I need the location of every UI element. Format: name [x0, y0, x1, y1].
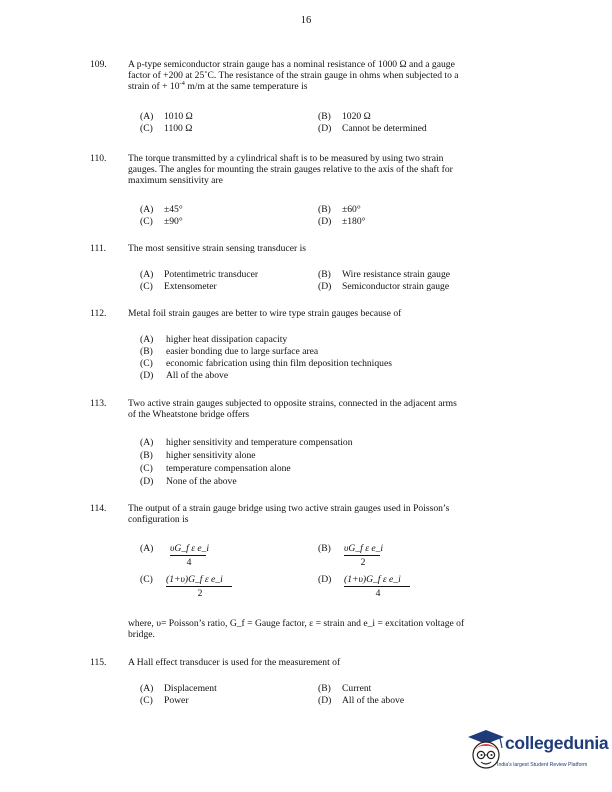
question-115: [90, 657, 520, 668]
page-number: 16: [300, 15, 312, 26]
question-112: [90, 308, 520, 319]
question-text: [128, 503, 520, 525]
option-d[interactable]: (D) All of the above: [318, 695, 405, 706]
option-a[interactable]: (A) Potentimetric transducer: [140, 269, 259, 280]
question-text: [128, 153, 520, 187]
question-text: [128, 398, 520, 420]
option-b[interactable]: (B) higher sensitivity alone: [140, 450, 256, 461]
question-line: maximum sensitivity are: [128, 175, 223, 187]
question-number: 111.: [90, 243, 107, 254]
question-109: [90, 59, 520, 93]
question-line: The torque transmitted by a cylindrical shaft is to be measured by using two strain: [128, 153, 444, 164]
question-110: [90, 153, 520, 187]
option-d[interactable]: (D) Semiconductor strain gauge: [318, 281, 450, 292]
option-c[interactable]: (C) 1100 Ω: [140, 123, 193, 134]
question-line: Two active strain gauges subjected to opposite strains, connected in the adjacent arms: [128, 398, 457, 409]
legend-line: bridge.: [128, 629, 155, 641]
question-text: [128, 59, 520, 93]
question-line: A Hall effect transducer is used for the measurement of: [128, 657, 341, 668]
brand-name: collegedunia: [505, 733, 609, 753]
question-113: [90, 398, 520, 420]
question-line: Metal foil strain gauges are better to wire type strain gauges because of: [128, 308, 402, 319]
question-number: 112.: [90, 308, 107, 319]
option-b[interactable]: (B) Wire resistance strain gauge: [318, 269, 451, 280]
question-number: 110.: [90, 153, 107, 164]
option-c[interactable]: (C) ±90°: [140, 216, 183, 227]
question-line: A p-type semiconductor strain gauge has a nominal resistance of 1000 Ω and a gauge: [128, 59, 455, 70]
question-number: 114.: [90, 503, 107, 514]
question-114: [90, 503, 520, 525]
question-line: factor of +200 at 25˚C. The resistance of the strain gauge in ohms when subjected to a: [128, 70, 459, 82]
question-line: gauges. The angles for mounting the strain gauges relative to the axis of the shaft for: [128, 164, 453, 176]
option-a[interactable]: (A) higher heat dissipation capacity: [140, 334, 288, 345]
option-c[interactable]: (C) Power: [140, 695, 189, 706]
option-d[interactable]: (D) Cannot be determined: [318, 123, 427, 134]
option-b[interactable]: (B) ±60°: [318, 204, 361, 215]
option-a[interactable]: (A) Displacement: [140, 683, 217, 694]
question-line: The most sensitive strain sensing transducer is: [128, 243, 306, 254]
question-number: 109.: [90, 59, 107, 70]
option-c[interactable]: (C) economic fabrication using thin film deposition techniques: [140, 358, 392, 369]
question-text: [128, 243, 520, 254]
question-line: strain of + $10^{-4}$ m/m at the same temperature is: [128, 80, 308, 93]
formula-legend: [128, 618, 520, 640]
question-line: configuration is: [128, 514, 189, 526]
question-line: of the Wheatstone bridge offers: [128, 409, 250, 421]
option-a[interactable]: (A) ±45°: [140, 204, 183, 215]
question-text: [128, 308, 520, 319]
question-number: 113.: [90, 398, 107, 409]
question-text: [128, 657, 520, 668]
option-d[interactable]: (D) All of the above: [140, 370, 229, 381]
option-b[interactable]: (B) Current: [318, 683, 372, 694]
option-a[interactable]: (A) higher sensitivity and temperature compensation: [140, 437, 353, 448]
legend-line: where, υ= Poisson’s ratio, G_f = Gauge factor, ε = strain and e_i = excitation voltage of: [128, 618, 465, 629]
option-d[interactable]: (D) None of the above: [140, 476, 237, 487]
option-b[interactable]: (B) easier bonding due to large surface area: [140, 346, 319, 357]
question-111: [90, 243, 520, 254]
option-d[interactable]: (D) ±180°: [318, 216, 366, 227]
brand-tagline: India's largest Student Review Platform: [497, 762, 588, 768]
option-c[interactable]: (C) Extensometer: [140, 281, 217, 292]
question-number: 115.: [90, 657, 107, 668]
question-line: The output of a strain gauge bridge using two active strain gauges used in Poisson’s: [128, 503, 450, 514]
option-a[interactable]: (A) 1010 Ω: [140, 111, 193, 122]
option-c[interactable]: (C) temperature compensation alone: [140, 463, 291, 474]
option-b[interactable]: (B) 1020 Ω: [318, 111, 371, 122]
